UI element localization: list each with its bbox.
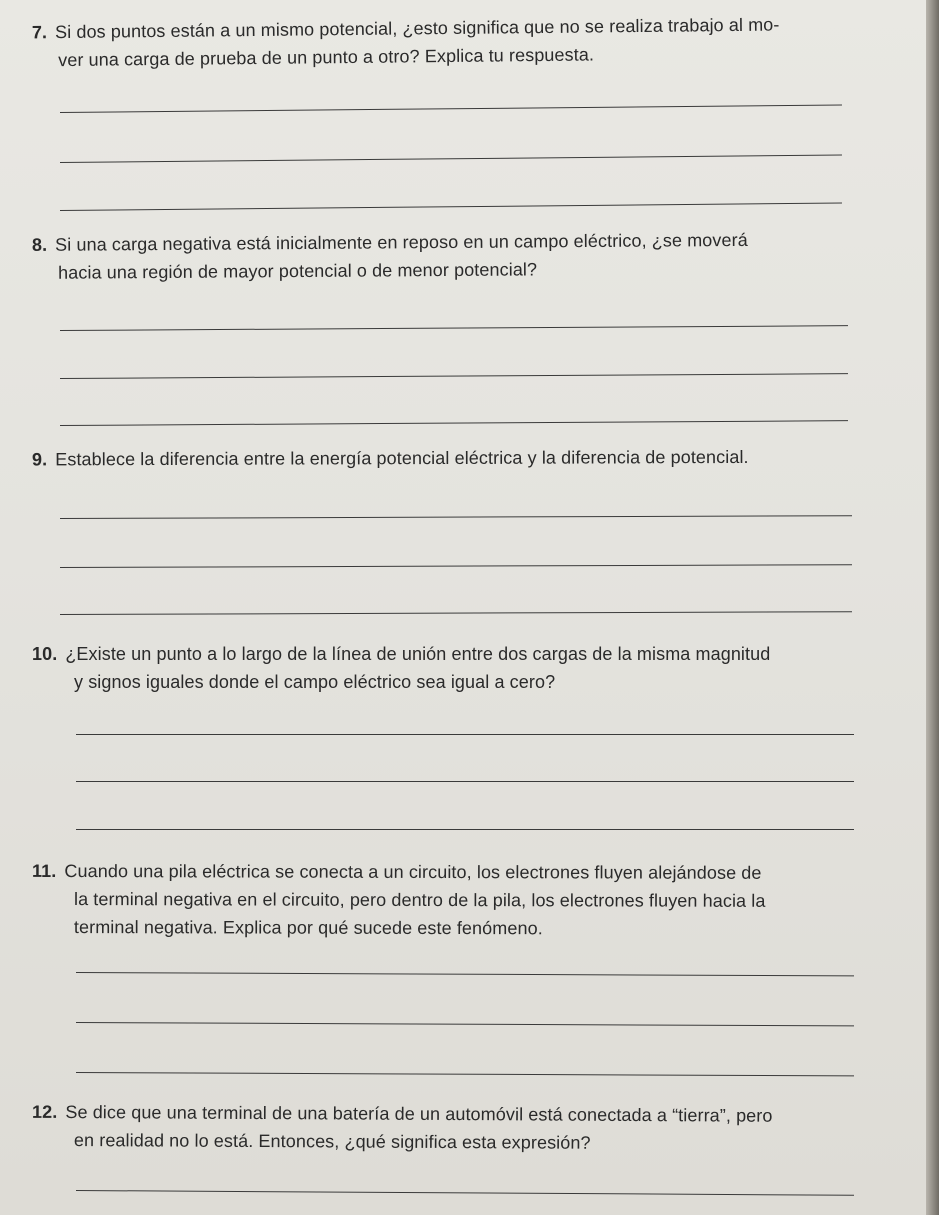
answer-line[interactable] xyxy=(60,611,852,615)
question-number: 7. xyxy=(31,22,48,43)
question-number: 8. xyxy=(31,234,48,255)
question-text-line: Si una carga negativa está inicialmente en reposo en un campo eléctrico, ¿se moverá xyxy=(55,229,748,255)
question-8 xyxy=(32,225,862,287)
answer-line[interactable] xyxy=(60,202,842,211)
answer-line[interactable] xyxy=(60,104,842,113)
question-text-line: Establece la diferencia entre la energía potencial eléctrica y la diferencia de potencial. xyxy=(55,446,749,470)
answer-line[interactable] xyxy=(76,972,854,976)
answer-line[interactable] xyxy=(60,325,848,331)
answer-line[interactable] xyxy=(76,781,854,782)
question-text-line: ¿Existe un punto a lo largo de la línea de unión entre dos cargas de la misma magnitud xyxy=(65,644,771,664)
question-number: 9. xyxy=(31,449,48,470)
question-11 xyxy=(32,857,862,943)
answer-line[interactable] xyxy=(60,154,842,163)
question-text-line: Cuando una pila eléctrica se conecta a un circuito, los electrones fluyen alejándose de xyxy=(64,860,762,883)
question-text-line: en realidad no lo está. Entonces, ¿qué significa esta expresión? xyxy=(73,1130,591,1153)
answer-line[interactable] xyxy=(60,420,848,426)
answer-line[interactable] xyxy=(76,1190,854,1196)
question-10 xyxy=(32,640,862,696)
question-7 xyxy=(32,10,863,75)
question-text-line: Si dos puntos están a un mismo potencial, ¿esto significa que no se realiza trabajo al mo- xyxy=(54,14,780,43)
question-number: 12. xyxy=(32,1101,58,1122)
question-9 xyxy=(32,443,862,474)
question-text-line: la terminal negativa en el circuito, pero dentro de la pila, los electrones fluyen hacia la xyxy=(73,889,766,911)
question-text-line: y signos iguales donde el campo eléctrico sea igual a cero? xyxy=(74,672,556,692)
answer-line[interactable] xyxy=(76,734,854,735)
answer-line[interactable] xyxy=(76,829,854,830)
answer-line[interactable] xyxy=(76,1072,854,1076)
question-text-line: ver una carga de prueba de un punto a otro? Explica tu respuesta. xyxy=(58,44,595,71)
answer-line[interactable] xyxy=(60,564,852,568)
question-number: 10. xyxy=(32,644,58,664)
question-text-line: Se dice que una terminal de una batería de un automóvil está conectada a “tierra”, pero xyxy=(65,1102,773,1126)
question-text-line: hacia una región de mayor potencial o de menor potencial? xyxy=(58,259,538,283)
question-number: 11. xyxy=(32,860,57,881)
answer-line[interactable] xyxy=(60,515,852,519)
question-12 xyxy=(32,1098,862,1158)
answer-line[interactable] xyxy=(60,373,848,379)
answer-line[interactable] xyxy=(76,1022,854,1026)
question-text-line: terminal negativa. Explica por qué sucede este fenómeno. xyxy=(73,917,543,939)
page-edge-shadow xyxy=(926,0,939,1215)
